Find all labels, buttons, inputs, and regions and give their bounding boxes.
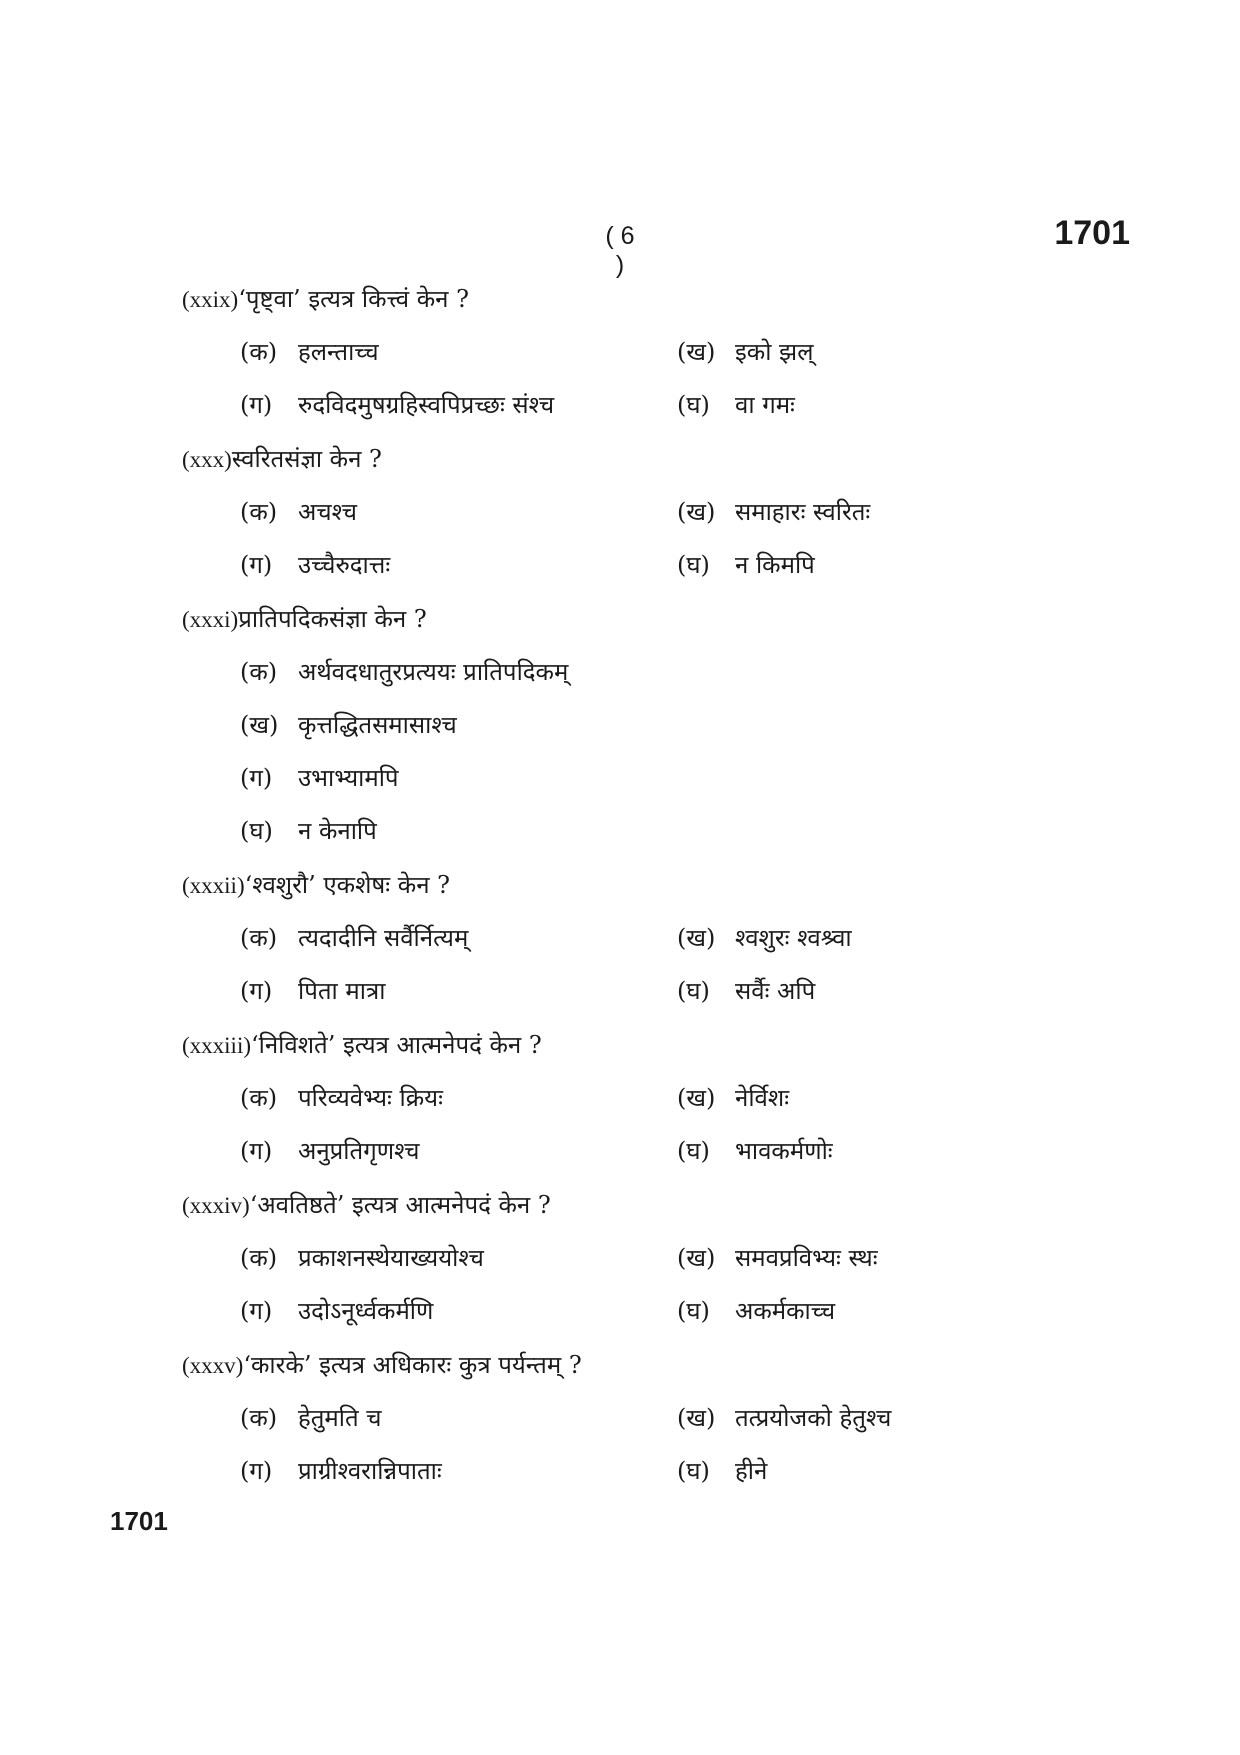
option-b xyxy=(677,912,1097,965)
option-b xyxy=(677,326,1097,379)
option-b xyxy=(677,1072,1097,1125)
option-d xyxy=(677,1445,1097,1498)
option-label: (ख) xyxy=(677,498,716,526)
option-text: अर्थवदधातुरप्रत्ययः प्रातिपदिकम् xyxy=(298,658,569,686)
option-text: नेर्विशः xyxy=(735,1084,790,1112)
option-label: (ग) xyxy=(240,977,273,1005)
option-label: (ख) xyxy=(677,338,716,366)
option-row xyxy=(182,646,1142,699)
option-text: अनुप्रतिगृणश्च xyxy=(298,1137,420,1165)
option-a xyxy=(240,326,677,379)
question-xxx xyxy=(182,432,1142,592)
option-a xyxy=(240,1232,677,1285)
question-list xyxy=(182,272,1142,1498)
option-text: अकर्मकाच्च xyxy=(735,1297,836,1325)
question-text xyxy=(182,1018,1142,1072)
option-text: हेतुमति च xyxy=(298,1404,382,1432)
option-d xyxy=(677,1285,1097,1338)
question-number: (xxix) xyxy=(182,287,239,312)
question-stem: स्वरितसंज्ञा केन ? xyxy=(231,445,382,473)
option-label: (ग) xyxy=(240,1297,273,1325)
option-c xyxy=(240,1285,677,1338)
page-number: ( 6 ) xyxy=(605,222,635,279)
question-stem: ‘अवतिष्ठते’ इत्यत्र आत्मनेपदं केन ? xyxy=(249,1191,551,1219)
option-a xyxy=(240,646,568,699)
question-xxix xyxy=(182,272,1142,432)
option-label: (घ) xyxy=(240,817,273,845)
option-label: (घ) xyxy=(677,977,710,1005)
option-row xyxy=(182,1445,1142,1498)
option-label: (ख) xyxy=(677,1404,716,1432)
option-row xyxy=(182,486,1142,539)
option-row xyxy=(182,1072,1142,1125)
option-label: (घ) xyxy=(677,551,710,579)
question-number: (xxxiii) xyxy=(182,1033,251,1058)
option-text: प्रकाशनस्थेयाख्ययोश्च xyxy=(298,1244,484,1272)
option-c xyxy=(240,1445,677,1498)
option-text: पिता मात्रा xyxy=(298,977,386,1005)
option-label: (ख) xyxy=(677,1244,716,1272)
question-number: (xxxii) xyxy=(182,873,245,898)
question-number: (xxx) xyxy=(182,447,232,472)
option-text: भावकर्मणोः xyxy=(735,1137,833,1165)
option-text: उभाभ्यामपि xyxy=(298,764,399,792)
option-text: उदोऽनूर्ध्वकर्मणि xyxy=(298,1297,434,1325)
option-label: (क) xyxy=(240,338,278,366)
option-text: रुदविदमुषग्रहिस्वपिप्रच्छः संश्च xyxy=(298,391,555,419)
option-row xyxy=(182,699,1142,752)
option-d xyxy=(677,965,1097,1018)
question-xxxv xyxy=(182,1338,1142,1498)
paper-code-footer: 1701 xyxy=(110,1506,168,1536)
option-c xyxy=(240,379,677,432)
option-label: (क) xyxy=(240,924,278,952)
option-label: (ग) xyxy=(240,1457,273,1485)
option-row xyxy=(182,379,1142,432)
option-d xyxy=(677,1125,1097,1178)
option-d xyxy=(677,379,1097,432)
option-label: (ख) xyxy=(677,924,716,952)
option-text: त्यदादीनि सर्वैर्नित्यम् xyxy=(298,924,469,952)
option-text: परिव्यवेभ्यः क्रियः xyxy=(298,1084,443,1112)
question-number: (xxxi) xyxy=(182,607,239,632)
option-c xyxy=(240,965,677,1018)
question-text xyxy=(182,592,1142,646)
option-text: इको झल् xyxy=(735,338,814,366)
option-c xyxy=(240,1125,677,1178)
question-stem: ‘निविशते’ इत्यत्र आत्मनेपदं केन ? xyxy=(251,1031,542,1059)
option-row xyxy=(182,752,1142,805)
option-d xyxy=(240,805,377,858)
option-label: (क) xyxy=(240,1244,278,1272)
question-text xyxy=(182,272,1142,326)
option-text: न केनापि xyxy=(298,817,377,845)
option-label: (ग) xyxy=(240,764,273,792)
question-xxxiii xyxy=(182,1018,1142,1178)
option-text: कृत्तद्धितसमासाश्च xyxy=(298,711,457,739)
option-text: प्राग्रीश्वरान्निपाताः xyxy=(298,1457,442,1485)
question-text xyxy=(182,1338,1142,1392)
option-text: उच्चैरुदात्तः xyxy=(298,551,391,579)
option-b xyxy=(677,1392,1097,1445)
question-stem: ‘कारके’ इत्यत्र अधिकारः कुत्र पर्यन्तम् ? xyxy=(243,1351,582,1379)
option-label: (ग) xyxy=(240,1137,273,1165)
option-c xyxy=(240,752,399,805)
option-a xyxy=(240,1392,677,1445)
option-text: समाहारः स्वरितः xyxy=(735,498,871,526)
question-number: (xxxv) xyxy=(182,1353,244,1378)
option-label: (घ) xyxy=(677,1137,710,1165)
option-label: (ग) xyxy=(240,551,273,579)
option-text: हलन्ताच्च xyxy=(298,338,379,366)
option-label: (ख) xyxy=(240,711,279,739)
option-row xyxy=(182,326,1142,379)
option-b xyxy=(240,699,457,752)
option-text: समवप्रविभ्यः स्थः xyxy=(735,1244,878,1272)
option-row xyxy=(182,1125,1142,1178)
option-row xyxy=(182,539,1142,592)
option-text: तत्प्रयोजको हेतुश्च xyxy=(735,1404,892,1432)
option-label: (क) xyxy=(240,1084,278,1112)
option-label: (घ) xyxy=(677,391,710,419)
option-label: (क) xyxy=(240,658,278,686)
question-xxxiv xyxy=(182,1178,1142,1338)
question-xxxi xyxy=(182,592,1142,858)
option-text: सर्वैः अपि xyxy=(735,977,816,1005)
option-b xyxy=(677,1232,1097,1285)
option-row xyxy=(182,965,1142,1018)
option-row xyxy=(182,1232,1142,1285)
option-row xyxy=(182,1285,1142,1338)
option-label: (घ) xyxy=(677,1457,710,1485)
paper-code-header: 1701 xyxy=(1054,214,1130,252)
option-label: (क) xyxy=(240,1404,278,1432)
question-text xyxy=(182,1178,1142,1232)
option-text: वा गमः xyxy=(735,391,795,419)
option-row xyxy=(182,1392,1142,1445)
question-stem: ‘पृष्ट्वा’ इत्यत्र कित्त्वं केन ? xyxy=(238,285,469,313)
option-d xyxy=(677,539,1097,592)
option-label: (घ) xyxy=(677,1297,710,1325)
question-xxxii xyxy=(182,858,1142,1018)
option-a xyxy=(240,486,677,539)
question-text xyxy=(182,432,1142,486)
question-stem: ‘श्वशुरौ’ एकशेषः केन ? xyxy=(244,871,451,899)
option-text: हीने xyxy=(735,1457,768,1485)
option-a xyxy=(240,1072,677,1125)
option-row xyxy=(182,912,1142,965)
option-a xyxy=(240,912,677,965)
option-text: श्वशुरः श्वश्र्वा xyxy=(735,924,852,952)
question-number: (xxxiv) xyxy=(182,1193,250,1218)
option-b xyxy=(677,486,1097,539)
option-label: (ग) xyxy=(240,391,273,419)
question-stem: प्रातिपदिकसंज्ञा केन ? xyxy=(238,605,427,633)
option-label: (ख) xyxy=(677,1084,716,1112)
option-c xyxy=(240,539,677,592)
option-label: (क) xyxy=(240,498,278,526)
option-text: न किमपि xyxy=(735,551,815,579)
option-text: अचश्च xyxy=(298,498,358,526)
option-row xyxy=(182,805,1142,858)
question-text xyxy=(182,858,1142,912)
